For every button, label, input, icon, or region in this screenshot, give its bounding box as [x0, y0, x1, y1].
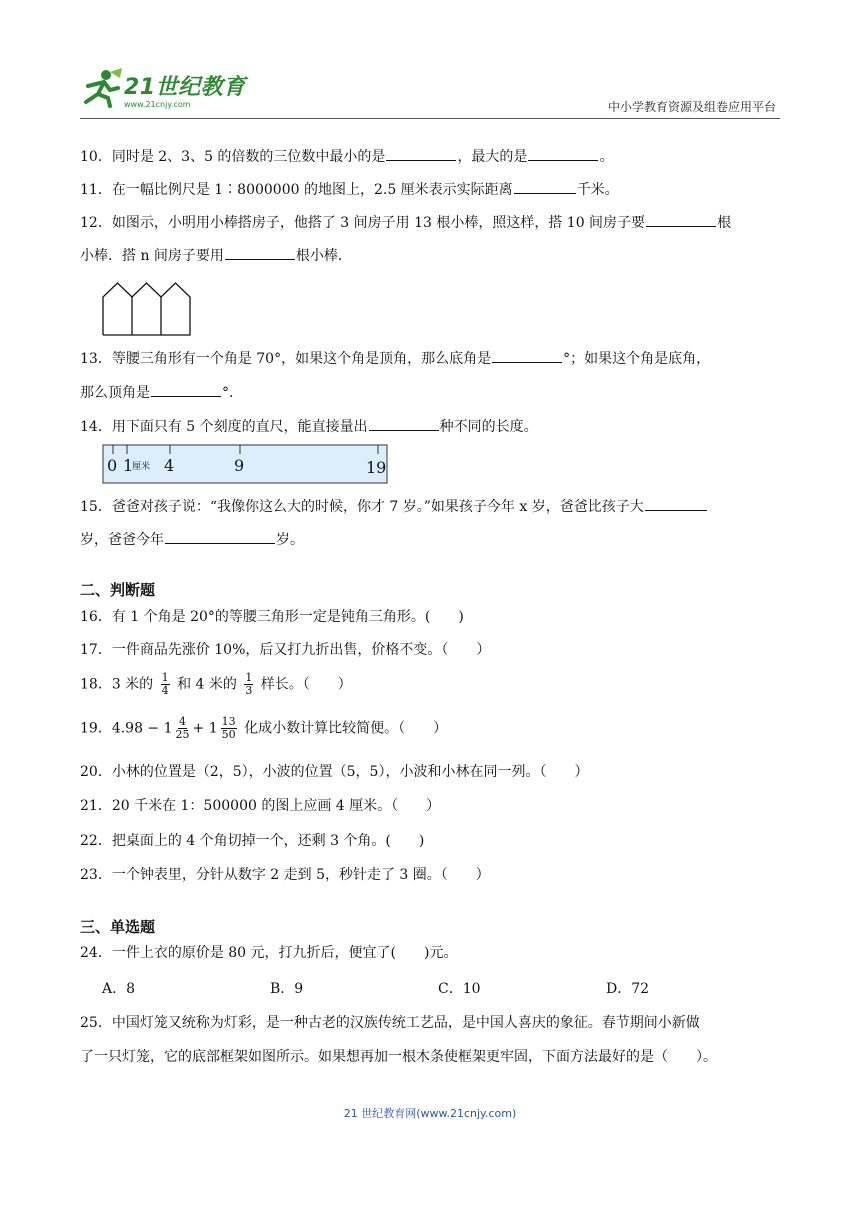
houses-figure [102, 282, 196, 336]
question-13-line2 [80, 382, 780, 403]
ruler-unit: 厘米 [132, 462, 151, 472]
q24-option-c[interactable]: C．10 [438, 981, 481, 997]
logo-url: www.21cnjy.com [124, 100, 191, 109]
question-21: 21．20 千米在 1：500000 的图上应画 4 厘米。（ ） [80, 798, 441, 814]
q11-blank[interactable] [514, 179, 576, 194]
q10-text-c: 。 [599, 149, 614, 165]
question-12 [80, 212, 780, 233]
q15-text-a: 15．爸爸对孩子说：“我像你这么大的时候，你才 7 岁。”如果孩子今年 x 岁，爸爸比孩子大 [80, 499, 644, 515]
q18-text-a: 18．3 米的 [80, 676, 154, 693]
q19-fraction-1 [176, 716, 190, 741]
q15-blank-1[interactable] [645, 496, 707, 511]
ruler-tick-1: 1 [123, 456, 134, 475]
q11-text-b: 千米。 [576, 182, 619, 198]
q14-text-b: 种不同的长度。 [439, 419, 538, 435]
page-footer[interactable]: 21 世纪教育网(www.21cnjy.com) [343, 1107, 517, 1120]
question-16: 16．有 1 个角是 20°的等腰三角形一定是钝角三角形。( ) [80, 609, 464, 625]
q19-text-c: 化成小数计算比较简便。（ ） [244, 720, 448, 737]
q10-text-b: ，最大的是 [457, 149, 528, 165]
section-2-title: 二、判断题 [80, 581, 156, 599]
question-24: 24．一件上衣的原价是 80 元，打九折后，便宜了( )元。 [80, 945, 458, 961]
q18-f2-num: 1 [245, 671, 253, 684]
q18-fraction-2 [244, 672, 253, 697]
q12-text-a: 12．如图示，小明用小棒搭房子，他搭了 3 间房子用 13 根小棒，照这样，搭 10 间房子要 [80, 215, 646, 231]
question-15 [80, 496, 780, 517]
q19-f1-num: 4 [179, 715, 187, 728]
q18-f2-den: 3 [245, 684, 253, 698]
question-13 [80, 348, 780, 369]
question-17: 17．一件商品先涨价 10%，后又打九折出售，价格不变。（ ） [80, 642, 491, 658]
q24-option-b[interactable]: B．9 [270, 981, 304, 997]
q24-option-a[interactable]: A．8 [102, 981, 136, 997]
q15-text-b: 岁，爸爸今年 [80, 532, 164, 548]
q18-text-c: 样长。（ ） [260, 676, 352, 693]
q15-blank-2[interactable] [165, 529, 275, 544]
q18-text-b: 和 4 米的 [177, 676, 237, 693]
q19-f2-den: 50 [221, 728, 236, 742]
logo [80, 68, 260, 116]
question-25-line2: 了一只灯笼，它的底部框架如图所示。如果想再加一根木条使框架更牢固，下面方法最好的是（ ）。 [80, 1049, 717, 1065]
q18-f1-den: 4 [161, 684, 169, 698]
question-12-line2 [80, 245, 780, 266]
q14-text-a: 14．用下面只有 5 个刻度的直尺，能直接量出 [80, 419, 368, 435]
q13-blank-1[interactable] [492, 348, 562, 363]
q19-f2-num: 13 [221, 715, 236, 728]
q11-text-a: 11．在一幅比例尺是 1∶8000000 的地图上，2.5 厘米表示实际距离 [80, 182, 513, 198]
runner-logo-icon [80, 68, 124, 108]
q12-text-d: 根小棒． [295, 248, 352, 264]
q10-blank-1[interactable] [386, 146, 456, 161]
ruler-tick-9: 9 [234, 456, 245, 475]
question-22: 22．把桌面上的 4 个角切掉一个，还剩 3 个角。( ) [80, 833, 425, 849]
question-11 [80, 179, 780, 200]
q19-fraction-2 [221, 716, 237, 741]
q15-text-c: 岁。 [276, 532, 304, 548]
q18-f1-num: 1 [161, 671, 169, 684]
q19-f1-den: 25 [175, 728, 190, 742]
question-14 [80, 416, 780, 437]
question-25: 25．中国灯笼又统称为灯彩，是一种古老的汉族传统工艺品，是中国人喜庆的象征。春节期间小新做 [80, 1015, 700, 1031]
ruler-tick-19: 19 [366, 458, 387, 477]
q19-text-a: 19．4.98 − 1 [80, 720, 173, 737]
q13-text-a: 13．等腰三角形有一个角是 70°，如果这个角是顶角，那么底角是 [80, 351, 492, 367]
q18-fraction-1 [161, 672, 170, 697]
question-10 [80, 146, 780, 167]
q13-text-b: °；如果这个角是底角， [563, 351, 711, 367]
header-divider [80, 118, 780, 119]
q13-text-c: 那么顶角是 [80, 385, 150, 401]
q10-text-a: 10．同时是 2、3、5 的倍数的三位数中最小的是 [80, 149, 386, 165]
question-23: 23．一个钟表里，分针从数字 2 走到 5，秒针走了 3 圈。（ ） [80, 867, 490, 883]
q10-blank-2[interactable] [528, 146, 598, 161]
page-header [0, 0, 860, 120]
q12-blank-1[interactable] [646, 212, 716, 227]
question-15-line2 [80, 529, 780, 550]
q12-text-b: 根 [717, 215, 732, 231]
ruler-figure [102, 444, 388, 484]
question-18 [80, 672, 780, 697]
q14-blank[interactable] [369, 416, 439, 431]
q13-text-d: °. [222, 385, 234, 401]
q19-text-b: + 1 [192, 720, 218, 737]
ruler-tick-0: 0 [107, 456, 118, 475]
ruler-tick-4: 4 [164, 456, 175, 475]
section-3-title: 三、单选题 [80, 918, 156, 936]
logo-text: 21世纪教育 [124, 75, 246, 100]
q24-option-d[interactable]: D．72 [606, 981, 650, 997]
question-20: 20．小林的位置是（2，5），小波的位置（5，5），小波和小林在同一列。（ ） [80, 764, 589, 780]
question-19 [80, 716, 780, 741]
q13-blank-2[interactable] [151, 382, 221, 397]
q12-blank-2[interactable] [225, 245, 295, 260]
platform-title: 中小学教育资源及组卷应用平台 [607, 100, 776, 114]
q12-text-c: 小棒．搭 n 间房子要用 [80, 248, 224, 264]
